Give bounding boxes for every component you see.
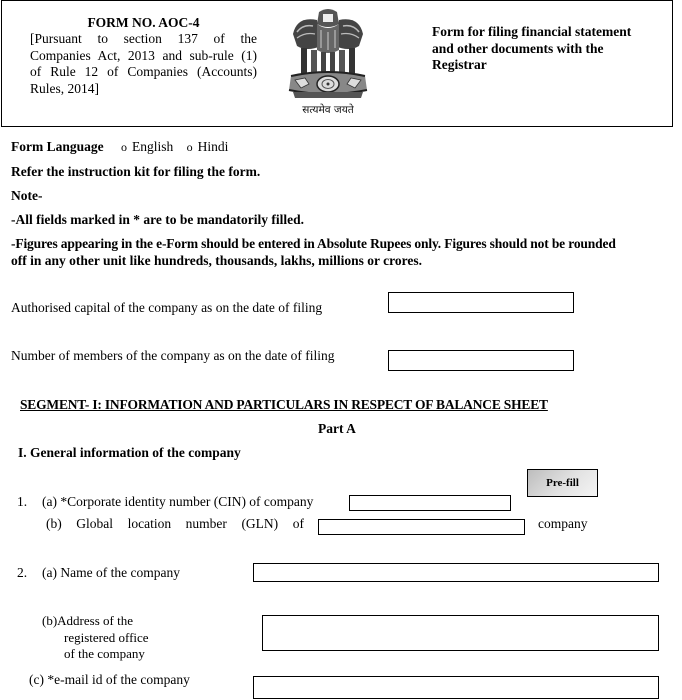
item-1-number: 1. bbox=[17, 494, 28, 509]
pursuant-line: Rules, 2014] bbox=[30, 80, 99, 96]
instruction-kit-note: Refer the instruction kit for filing the form. bbox=[11, 164, 261, 179]
item-2-number: 2. bbox=[17, 565, 28, 580]
address-label-line: (b)Address of the bbox=[42, 613, 133, 628]
form-language-row bbox=[11, 139, 228, 155]
gln-label bbox=[46, 516, 304, 532]
gln-label-part: Global bbox=[76, 516, 114, 531]
gln-input[interactable] bbox=[318, 519, 525, 535]
gln-label-part: location bbox=[127, 516, 172, 531]
segment-title: SEGMENT- I: INFORMATION AND PARTICULARS IN RESPECT OF BALANCE SHEET bbox=[20, 397, 548, 412]
registered-office-address-input[interactable] bbox=[262, 615, 659, 651]
radio-hindi-icon[interactable]: o bbox=[186, 140, 193, 154]
authorised-capital-label: Authorised capital of the company as on the date of filing bbox=[11, 300, 323, 315]
address-label-line: of the company bbox=[64, 646, 145, 661]
radio-english-icon[interactable]: o bbox=[121, 140, 127, 154]
mandatory-note: -All fields marked in * are to be mandatorily filled. bbox=[11, 212, 304, 227]
figures-note-line-2: off in any other unit like hundreds, thousands, lakhs, millions or crores. bbox=[11, 253, 422, 268]
pursuant-line: Companies Act, 2013 and sub-rule (1) bbox=[30, 47, 257, 63]
number-of-members-label: Number of members of the company as on the date of filing bbox=[11, 348, 335, 363]
svg-text:सत्यमेव जयते: सत्यमेव जयते bbox=[302, 104, 354, 116]
general-info-heading: I. General information of the company bbox=[18, 445, 241, 460]
gln-label-part: of bbox=[292, 516, 304, 531]
form-number: FORM NO. AOC-4 bbox=[87, 15, 200, 30]
company-name-input[interactable] bbox=[253, 563, 659, 582]
form-title bbox=[432, 24, 657, 74]
form-title-line: Registrar bbox=[432, 57, 487, 72]
pursuant-line: of Rule 12 of Companies (Accounts) bbox=[30, 64, 257, 79]
form-title-line: Form for filing financial statement bbox=[432, 24, 632, 39]
prefill-button[interactable]: Pre-fill bbox=[527, 469, 598, 497]
company-name-label: (a) Name of the company bbox=[42, 565, 180, 580]
cin-label: (a) *Corporate identity number (CIN) of company bbox=[42, 494, 314, 509]
authorised-capital-input[interactable] bbox=[388, 292, 574, 313]
radio-hindi-label[interactable]: Hindi bbox=[197, 139, 229, 154]
address-label bbox=[42, 613, 149, 663]
gln-label-part: (GLN) bbox=[241, 516, 279, 531]
cin-input[interactable] bbox=[349, 495, 511, 511]
pursuant-text bbox=[30, 31, 257, 97]
gln-label-part: number bbox=[185, 516, 227, 531]
form-title-line: and other documents with the bbox=[432, 40, 604, 56]
radio-english-label[interactable]: English bbox=[132, 139, 174, 154]
email-label: (c) *e-mail id of the company bbox=[29, 672, 190, 687]
gln-suffix: company bbox=[538, 516, 588, 531]
number-of-members-input[interactable] bbox=[388, 350, 574, 371]
figures-note-line-1: -Figures appearing in the e-Form should be entered in Absolute Rupees only. Figures should not be rounded bbox=[11, 236, 616, 251]
pursuant-line: [Pursuant to section 137 of the bbox=[30, 31, 257, 46]
national-emblem-icon bbox=[283, 6, 373, 118]
gln-label-part: (b) bbox=[46, 516, 62, 531]
part-heading: Part A bbox=[318, 421, 356, 436]
company-email-input[interactable] bbox=[253, 676, 659, 699]
address-label-line: registered office bbox=[64, 629, 149, 645]
form-language-label: Form Language bbox=[11, 139, 104, 154]
note-heading: Note- bbox=[11, 188, 43, 203]
